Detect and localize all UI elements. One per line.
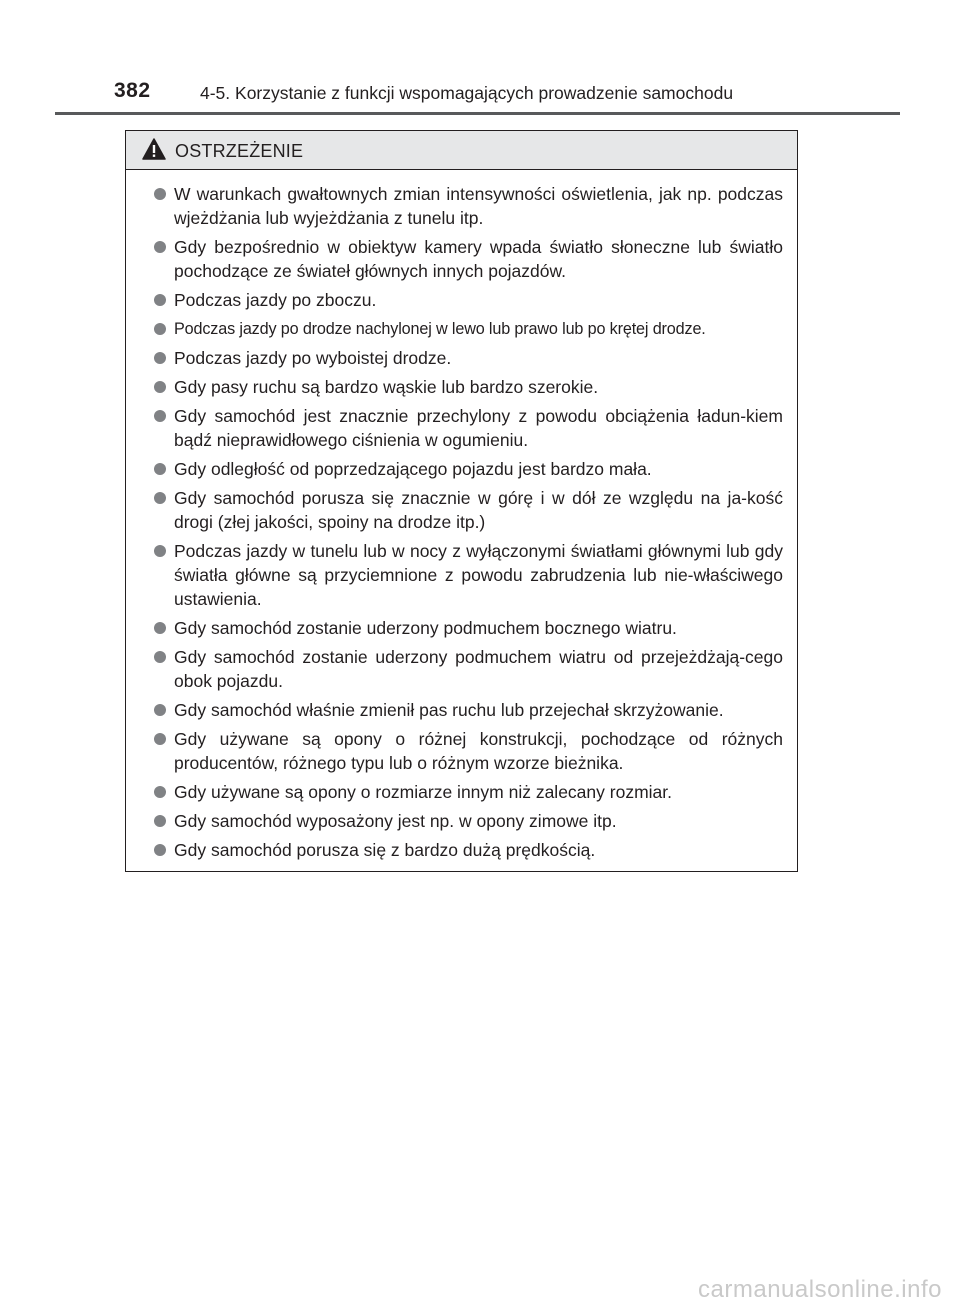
warning-item-text: Gdy samochód porusza się z bardzo dużą prędkością. (174, 840, 596, 860)
warning-triangle-icon (142, 138, 166, 160)
bullet-icon (154, 733, 166, 745)
bullet-icon (154, 704, 166, 716)
warning-item (174, 616, 783, 640)
warning-item-text: Gdy samochód zostanie uderzony podmuchem bocznego wiatru. (174, 618, 677, 638)
warning-item (174, 486, 783, 534)
warning-list (126, 170, 797, 862)
warning-item-text: Gdy używane są opony o rozmiarze innym niż zalecany rozmiar. (174, 782, 672, 802)
header-divider (55, 112, 900, 115)
warning-item-text: Gdy samochód właśnie zmienił pas ruchu lub przejechał skrzyżowanie. (174, 700, 724, 720)
warning-item (174, 457, 783, 481)
bullet-icon (154, 622, 166, 634)
warning-item (174, 288, 783, 312)
bullet-icon (154, 294, 166, 306)
warning-item-text: Podczas jazdy w tunelu lub w nocy z wyłączonymi światłami głównymi lub gdy światła główne są przyciemnione z powodu zabrudzenia lub nie-właściwego ustawienia. (174, 541, 783, 609)
bullet-icon (154, 492, 166, 504)
warning-item (174, 780, 783, 804)
warning-item (174, 645, 783, 693)
warning-item-text: Podczas jazdy po wyboistej drodze. (174, 348, 452, 368)
watermark: carmanualsonline.info (698, 1276, 942, 1303)
bullet-icon (154, 545, 166, 557)
warning-item (174, 346, 783, 370)
warning-item (174, 539, 783, 611)
warning-item (174, 235, 783, 283)
bullet-icon (154, 651, 166, 663)
bullet-icon (154, 815, 166, 827)
bullet-icon (154, 241, 166, 253)
bullet-icon (154, 410, 166, 422)
warning-item (174, 375, 783, 399)
bullet-icon (154, 323, 166, 335)
warning-item-text: W warunkach gwałtownych zmian intensywności oświetlenia, jak np. podczas wjeżdżania lub wyjeżdżania z tunelu itp. (174, 184, 783, 228)
bullet-icon (154, 381, 166, 393)
warning-item (174, 404, 783, 452)
bullet-icon (154, 786, 166, 798)
section-title: 4-5. Korzystanie z funkcji wspomagających prowadzenie samochodu (200, 83, 734, 103)
warning-item-text: Gdy odległość od poprzedzającego pojazdu jest bardzo mała. (174, 459, 652, 479)
warning-item-text: Podczas jazdy po zboczu. (174, 290, 377, 310)
warning-item-text: Gdy samochód wyposażony jest np. w opony zimowe itp. (174, 811, 617, 831)
warning-item-text: Gdy samochód jest znacznie przechylony z powodu obciążenia ładun-kiem bądź nieprawidłowego ciśnienia w ogumieniu. (174, 406, 783, 450)
warning-item (174, 698, 783, 722)
bullet-icon (154, 844, 166, 856)
bullet-icon (154, 463, 166, 475)
warning-item-text: Podczas jazdy po drodze nachylonej w lewo lub prawo lub po krętej drodze. (174, 320, 706, 338)
warning-item (174, 727, 783, 775)
warning-item (174, 317, 783, 341)
warning-item-text: Gdy używane są opony o różnej konstrukcji, pochodzące od różnych producentów, różnego typu lub o różnym wzorze bieżnika. (174, 729, 783, 773)
warning-item-text: Gdy samochód porusza się znacznie w górę i w dół ze względu na ja-kość drogi (złej jakości, spoiny na drodze itp.) (174, 488, 783, 532)
page-header (0, 0, 960, 116)
warning-box (125, 130, 798, 872)
warning-item (174, 809, 783, 833)
warning-item (174, 182, 783, 230)
warning-item-text: Gdy samochód zostanie uderzony podmuchem wiatru od przejeżdżają-cego obok pojazdu. (174, 647, 783, 691)
page-number: 382 (114, 79, 151, 102)
bullet-icon (154, 188, 166, 200)
warning-item-text: Gdy bezpośrednio w obiektyw kamery wpada światło słoneczne lub światło pochodzące ze świateł głównych innych pojazdów. (174, 237, 783, 281)
warning-item (174, 838, 783, 862)
warning-header (126, 131, 797, 170)
bullet-icon (154, 352, 166, 364)
warning-title: OSTRZEŻENIE (175, 141, 304, 161)
warning-item-text: Gdy pasy ruchu są bardzo wąskie lub bardzo szerokie. (174, 377, 599, 397)
